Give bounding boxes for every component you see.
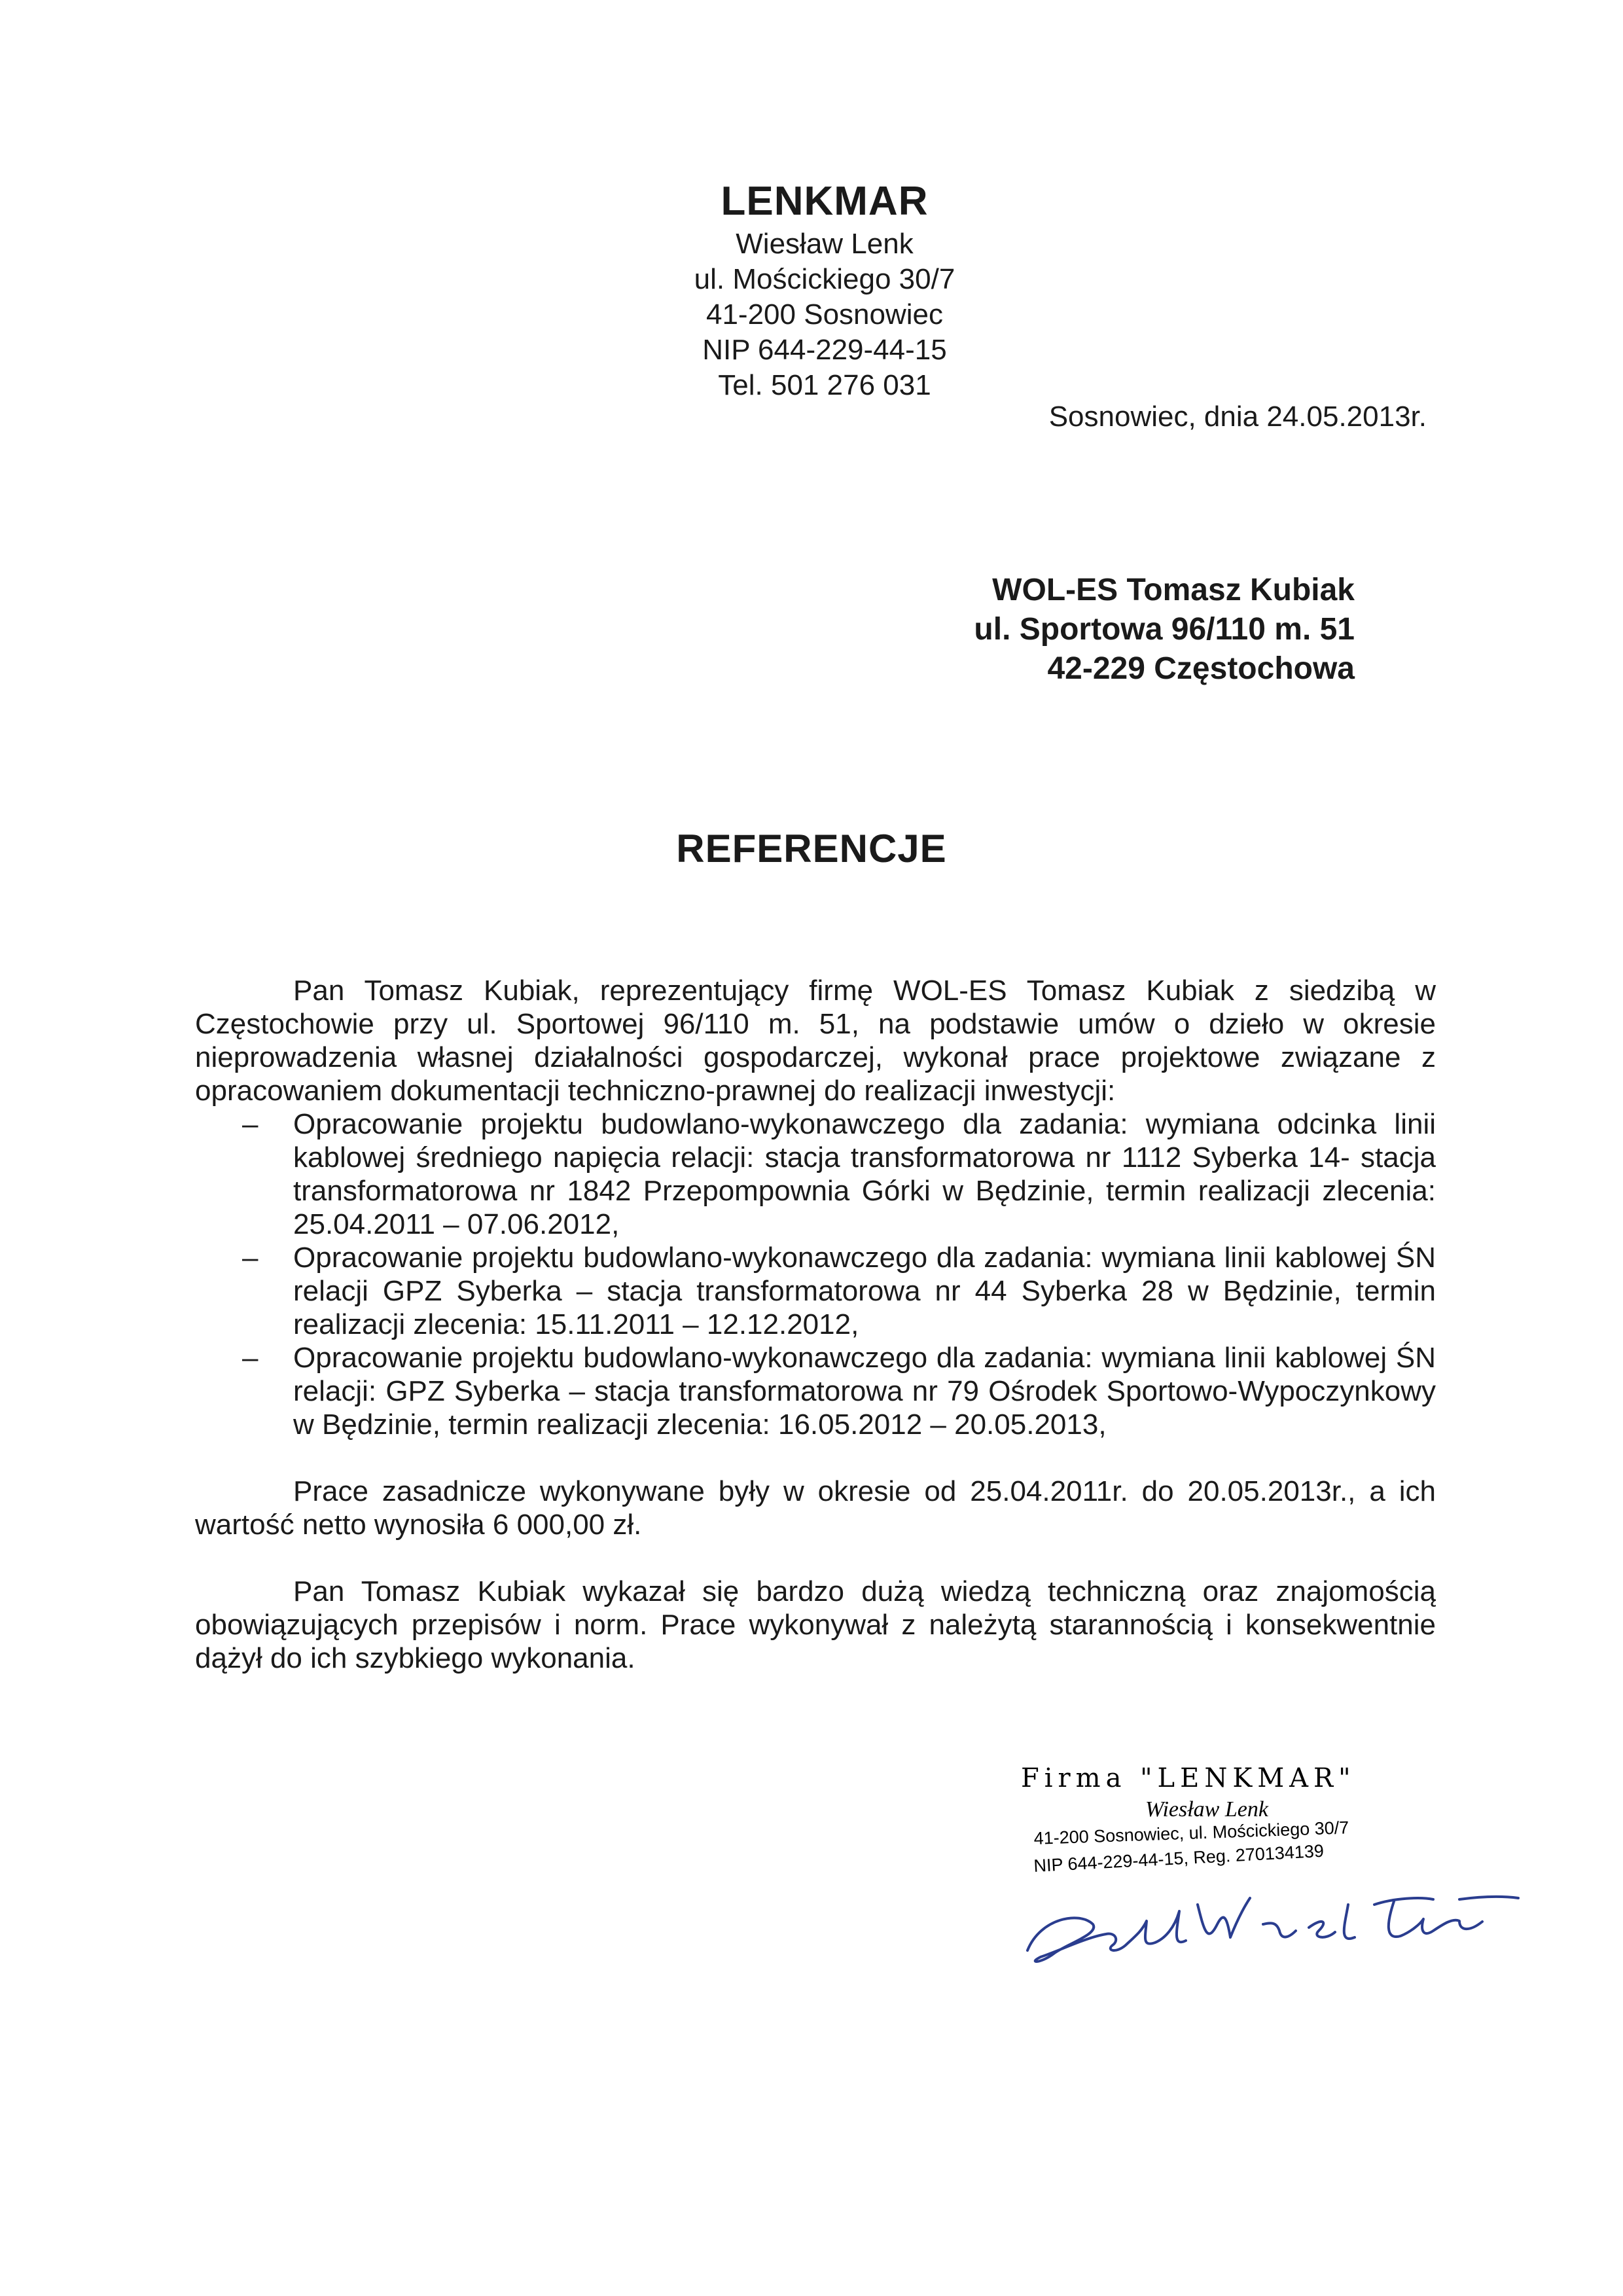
sender-phone: Tel. 501 276 031 xyxy=(718,369,931,401)
sender-block xyxy=(628,177,1021,403)
period-paragraph: Prace zasadnicze wykonywane były w okresie od 25.04.2011r. do 20.05.2013r., a ich wartość netto wynosiła 6 000,00 zł. xyxy=(195,1475,1436,1541)
stamp-line2: Wiesław Lenk xyxy=(1145,1797,1268,1821)
list-item-text: Opracowanie projektu budowlano-wykonawczego dla zadania: wymiana linii kablowej ŚN relacji: GPZ Syberka – stacja transformatorowa nr 79 Ośrodek Sportowo-Wypoczynkowy w Będzinie, termin realizacji zlecenia: 16.05.2012 – 20.05.2013, xyxy=(293,1342,1436,1441)
recipient-block xyxy=(974,571,1355,689)
sender-name: Wiesław Lenk xyxy=(736,228,914,260)
signature-graphic xyxy=(1001,1859,1538,1983)
recipient-line2: ul. Sportowa 96/110 m. 51 xyxy=(974,612,1355,647)
list-item xyxy=(195,1107,1436,1241)
bullet-dash: – xyxy=(242,1342,259,1374)
stamp-line4: NIP 644-229-44-15, Reg. 270134139 xyxy=(1033,1840,1325,1876)
recipient-line1: WOL-ES Tomasz Kubiak xyxy=(992,573,1355,607)
sender-nip: NIP 644-229-44-15 xyxy=(702,334,947,366)
bullet-dash: – xyxy=(242,1242,259,1274)
list-item-text: Opracowanie projektu budowlano-wykonawczego dla zadania: wymiana linii kablowej ŚN relacji GPZ Syberka – stacja transformatorowa nr 44 Syberka 28 w Będzinie, termin realizacji zlecenia: 15.11.2011 – 12.12.2012, xyxy=(293,1242,1436,1340)
list-item xyxy=(195,1341,1436,1441)
stamp-line3: 41-200 Sosnowiec, ul. Mościckiego 30/7 xyxy=(1033,1818,1349,1848)
sender-street: ul. Mościckiego 30/7 xyxy=(694,263,955,295)
document-body xyxy=(195,974,1436,1675)
document-title: REFERENCJE xyxy=(676,827,947,870)
stamp-line1: Firma "LENKMAR" xyxy=(1021,1763,1356,1793)
date-line: Sosnowiec, dnia 24.05.2013r. xyxy=(1048,401,1427,433)
recipient-line3: 42-229 Częstochowa xyxy=(1047,651,1355,686)
sender-city: 41-200 Sosnowiec xyxy=(705,298,943,331)
bullet-dash: – xyxy=(242,1108,259,1140)
list-item-text: Opracowanie projektu budowlano-wykonawczego dla zadania: wymiana odcinka linii kablowej średniego napięcia relacji: stacja transformatorowa nr 1112 Syberka 14- stacja transformatorowa nr 1842 Przepompownia Górki w Będzinie, termin realizacji zlecenia: 25.04.2011 – 07.06.2012, xyxy=(293,1108,1436,1240)
project-list xyxy=(195,1107,1436,1441)
assessment-paragraph: Pan Tomasz Kubiak wykazał się bardzo dużą wiedzą techniczną oraz znajomością obowiązujących przepisów i norm. Prace wykonywał z należytą starannością i konsekwentnie dążył do ich szybkiego wykonania. xyxy=(195,1575,1436,1674)
list-item xyxy=(195,1241,1436,1341)
sender-company: LENKMAR xyxy=(721,179,929,224)
intro-paragraph: Pan Tomasz Kubiak, reprezentujący firmę WOL-ES Tomasz Kubiak z siedzibą w Częstochowie przy ul. Sportowej 96/110 m. 51, na podstawie umów o dzieło w okresie nieprowadzenia własnej działalności gospodarczej, wykonał prace projektowe związane z opracowaniem dokumentacji techniczno-prawnej do realizacji inwestycji: xyxy=(195,975,1436,1107)
